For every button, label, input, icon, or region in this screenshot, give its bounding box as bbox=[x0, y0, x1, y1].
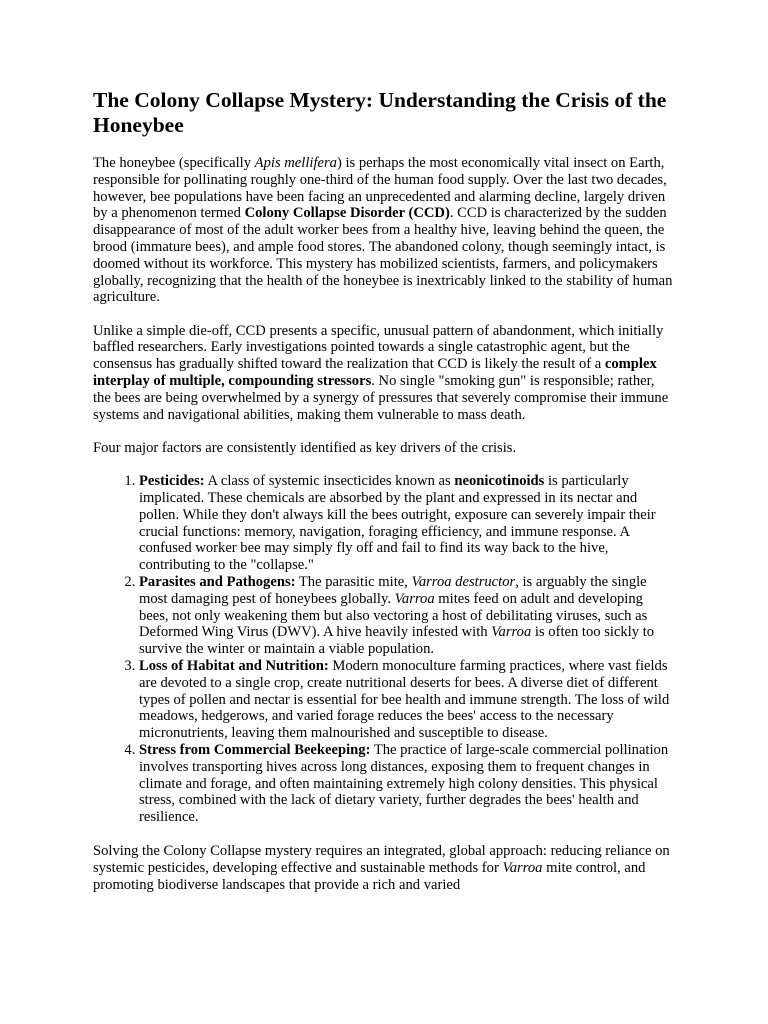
list-item bbox=[139, 574, 675, 658]
species-name: Varroa bbox=[491, 624, 532, 641]
intro-text-1: The honeybee (specifically bbox=[93, 155, 255, 171]
factor-text: The parasitic mite, bbox=[295, 574, 412, 591]
stressors-text-2: . No single "smoking gun" is responsible; rather, the bees are being overwhelmed by a synergy of pressures that severely compromise their immune systems and navigational abilities, making them vulnerable to mass death. bbox=[93, 373, 669, 423]
factor-heading: Stress from Commercial Beekeeping: bbox=[139, 742, 371, 758]
species-name: Apis mellifera bbox=[254, 155, 337, 171]
document-page bbox=[93, 88, 675, 910]
factor-text: A class of systemic insecticides known as bbox=[204, 473, 455, 490]
list-item bbox=[139, 742, 675, 826]
list-item bbox=[139, 473, 675, 574]
factor-text: is often too sickly to survive the winter or maintain a viable population. bbox=[139, 624, 655, 658]
list-item bbox=[139, 658, 675, 742]
factor-text: The practice of large-scale commercial pollination involves transporting hives across long distances, exposing them to frequent changes in climate and forage, and often maintaining extremely high colony densities. This physical stress, combined with the lack of dietary variety, further degrades the bees' health and resilience. bbox=[139, 742, 669, 826]
stressors-emphasis: complex interplay of multiple, compounding stressors bbox=[93, 356, 657, 390]
conclusion-text-1: Solving the Colony Collapse mystery requires an integrated, global approach: reducing reliance on systemic pesticides, developing effective and sustainable methods for bbox=[93, 842, 670, 876]
factor-heading: Parasites and Pathogens: bbox=[139, 574, 296, 591]
factor-text: Modern monoculture farming practices, where vast fields are devoted to a single crop, create nutritional deserts for bees. A diverse diet of different types of pollen and nectar is essential for bee health and immune strength. The loss of wild meadows, hedgerows, and varied forage reduces the bees' access to the necessary micronutrients, leaving them malnourished and susceptible to disease. bbox=[139, 658, 670, 742]
factors-list bbox=[93, 473, 675, 826]
factor-heading: Loss of Habitat and Nutrition: bbox=[139, 658, 329, 675]
factor-heading: Pesticides: bbox=[139, 473, 205, 490]
factors-intro-paragraph: Four major factors are consistently identified as key drivers of the crisis. bbox=[93, 439, 517, 456]
conclusion-text-2: mite control, and promoting biodiverse landscapes that provide a rich and varied bbox=[93, 859, 646, 893]
species-name: Varroa bbox=[394, 590, 435, 607]
species-name: Varroa destructor bbox=[411, 574, 516, 591]
factor-text: mites feed on adult and developing bees, not only weakening them but also vectoring a host of debilitating viruses, such as Deformed Wing Virus (DWV). A hive heavily infested with bbox=[139, 590, 648, 641]
stressors-paragraph bbox=[93, 323, 675, 424]
intro-paragraph bbox=[93, 155, 675, 306]
intro-text-3: . CCD is characterized by the sudden disappearance of most of the adult worker bees from a healthy hive, leaving behind the queen, the brood (immature bees), and ample food stores. The abandoned colony, though seemingly intact, is doomed without its workforce. This mystery has mobilized scientists, farmers, and policymakers globally, recognizing that the health of the honeybee is inextricably linked to the stability of human agriculture. bbox=[93, 205, 673, 306]
ccd-term: Colony Collapse Disorder (CCD) bbox=[244, 205, 450, 222]
factor-text: , is arguably the single most damaging pest of honeybees globally. bbox=[139, 574, 647, 607]
page-title: The Colony Collapse Mystery: Understanding the Crisis of the Honeybee bbox=[93, 88, 667, 137]
neonicotinoids-term: neonicotinoids bbox=[454, 473, 545, 490]
species-name: Varroa bbox=[502, 859, 543, 876]
stressors-text-1: Unlike a simple die-off, CCD presents a specific, unusual pattern of abandonment, which initially baffled researchers. Early investigations pointed towards a single catastrophic agent, but the consensus has gradually shifted toward the realization that CCD is likely the result of a bbox=[93, 322, 664, 373]
intro-text-2: ) is perhaps the most economically vital insect on Earth, responsible for pollinating roughly one-third of the human food supply. Over the last two decades, however, bee populations have been facing an unprecedented and alarming decline, largely driven by a phenomenon termed bbox=[93, 155, 667, 222]
factor-text: is particularly implicated. These chemicals are absorbed by the plant and expressed in its nectar and pollen. While they don't always kill the bees outright, exposure can severely impair their crucial functions: memory, navigation, foraging efficiency, and immune response. A confused worker bee may simply fly off and fail to find its way back to the hive, contributing to the "collapse." bbox=[139, 473, 656, 574]
conclusion-paragraph bbox=[93, 843, 675, 893]
